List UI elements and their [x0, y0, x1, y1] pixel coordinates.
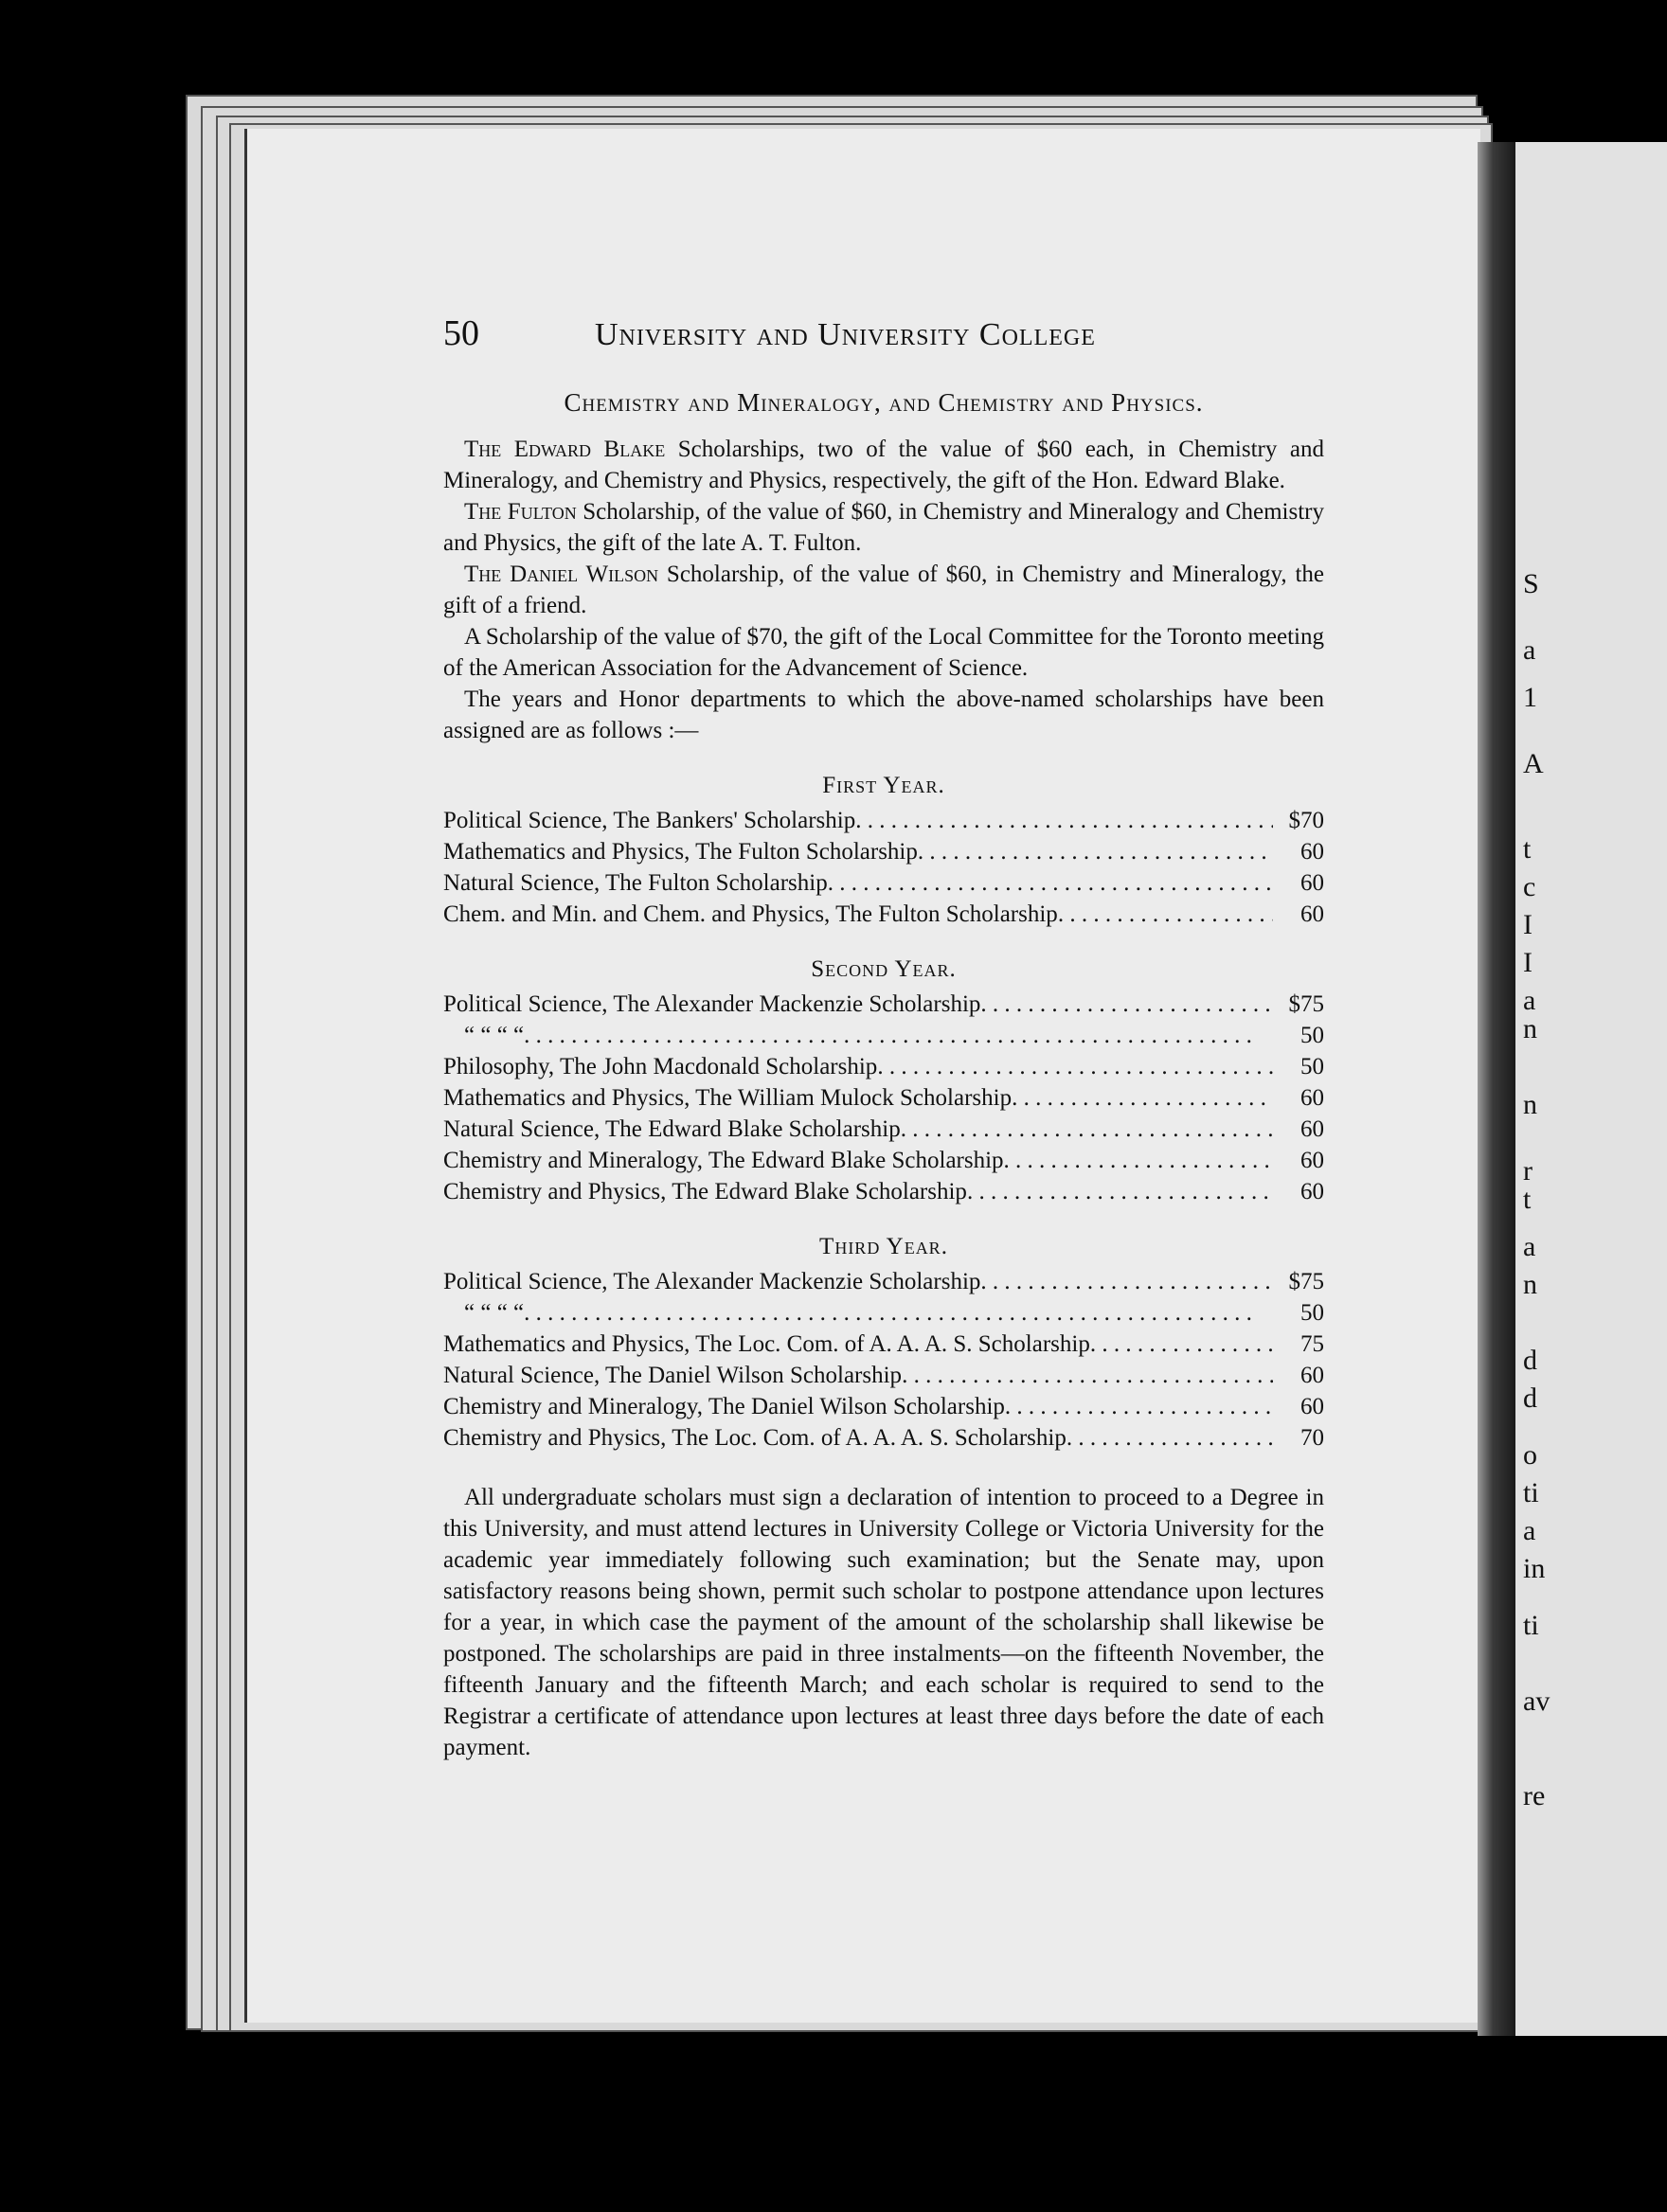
- scholarship-amount: 60: [1300, 1148, 1324, 1173]
- scholarship-row: [443, 1145, 1324, 1176]
- scholarship-amount: 50: [1300, 1054, 1324, 1079]
- scholarship-description: Chemistry and Mineralogy, The Daniel Wilson Scholarship: [443, 1394, 1005, 1419]
- scholarship-description: “ “ “ “: [464, 1300, 525, 1326]
- scholarship-amount: 60: [1300, 1394, 1324, 1419]
- scholarship-row: [443, 1266, 1324, 1297]
- facing-page-letter: r: [1523, 1155, 1533, 1186]
- dot-leader: [1058, 899, 1273, 930]
- dot-leader: [980, 989, 1273, 1020]
- dot-leader: [1067, 1422, 1273, 1454]
- scholarship-description: Chemistry and Physics, The Edward Blake Scholarship: [443, 1179, 967, 1204]
- scholarship-row: [443, 1360, 1324, 1391]
- scholarship-row: [443, 1422, 1324, 1454]
- scholarship-amount: 60: [1300, 1363, 1324, 1388]
- facing-page-letter: a: [1523, 1231, 1536, 1262]
- scholarship-amount: $75: [1288, 991, 1324, 1017]
- facing-page-letter: a: [1523, 634, 1536, 666]
- scholarship-row: [443, 1391, 1324, 1422]
- scholarship-amount: 60: [1300, 1179, 1324, 1204]
- dot-leader: [980, 1266, 1273, 1297]
- paragraph-text: Scholarship, of the value of $60, in Chemistry and Mineralogy and Chemistry and Physics, the gift of the late A. T. Fulton.: [443, 499, 1324, 556]
- dot-leader: [855, 805, 1273, 836]
- scholarship-description: Natural Science, The Edward Blake Scholarship: [443, 1116, 901, 1142]
- scholarship-row: [443, 1020, 1324, 1051]
- facing-page-letter: a: [1523, 985, 1536, 1016]
- facing-page-letter: d: [1523, 1345, 1537, 1376]
- scholarship-row: [443, 1176, 1324, 1207]
- dot-leader: [1005, 1391, 1273, 1422]
- scholarship-description: Mathematics and Physics, The William Mulock Scholarship: [443, 1085, 1013, 1111]
- intro-paragraphs: [443, 434, 1324, 746]
- scholarship-row: [443, 1051, 1324, 1082]
- scholarship-amount: $70: [1288, 808, 1324, 833]
- paragraph-lead: The Edward Blake: [464, 437, 666, 462]
- facing-page-letter: ti: [1523, 1477, 1539, 1508]
- intro-paragraph: [443, 559, 1324, 621]
- scholarship-row: [443, 867, 1324, 899]
- facing-page-letter: t: [1523, 833, 1532, 865]
- facing-page-letter: av: [1523, 1686, 1550, 1717]
- closing-section: [443, 1482, 1324, 1763]
- paragraph-text: Scholarship, of the value of $60, in Chemistry and Mineralogy, the gift of a friend.: [443, 562, 1324, 618]
- paragraph-lead: The Fulton: [464, 499, 577, 525]
- closing-paragraph: All undergraduate scholars must sign a declaration of intention to proceed to a Degree in this University, and must attend lectures in University College or Victoria University for the academic year immediately following such examination; but the Senate may, upon satisfactory reasons being shown, permit such scholar to postpone attendance upon lectures for a year, in which case the payment of the amount of the scholarship shall likewise be postponed. The scholarships are paid in three instalments—on the fifteenth November, the fifteenth January and the fifteenth March; and each scholar is required to send to the Registrar a certificate of attendance upon lectures at least three days before the date of each payment.: [443, 1485, 1324, 1760]
- scholarship-amount: 60: [1300, 1116, 1324, 1142]
- dot-leader: [828, 867, 1273, 899]
- facing-page-letter: n: [1523, 1089, 1537, 1120]
- dot-leader: [902, 1360, 1273, 1391]
- facing-page-letter: I: [1523, 909, 1533, 940]
- facing-page-letter: a: [1523, 1515, 1536, 1546]
- facing-page-fragment: [1515, 142, 1667, 2036]
- scholarship-description: Chem. and Min. and Chem. and Physics, The Fulton Scholarship: [443, 901, 1058, 927]
- facing-page-letter: A: [1523, 748, 1544, 779]
- scholarship-amount: 60: [1300, 839, 1324, 865]
- scholarship-description: Philosophy, The John Macdonald Scholarship: [443, 1054, 878, 1079]
- intro-paragraph: [443, 496, 1324, 559]
- dot-leader: [1090, 1329, 1273, 1360]
- intro-paragraph: [443, 621, 1324, 684]
- scholarship-description: Mathematics and Physics, The Loc. Com. of A. A. A. S. Scholarship: [443, 1331, 1090, 1357]
- scholarship-amount: 60: [1300, 870, 1324, 896]
- dot-leader: [918, 836, 1273, 867]
- dot-leader: [1012, 1082, 1273, 1114]
- dot-leader: [901, 1114, 1273, 1145]
- paragraph-text: A Scholarship of the value of $70, the gift of the Local Committee for the Toronto meeting of the American Association for the Advancement of Science.: [443, 624, 1324, 681]
- page-content: [443, 312, 1324, 1763]
- facing-page-letter: n: [1523, 1013, 1537, 1044]
- intro-paragraph: [443, 434, 1324, 496]
- facing-page-letter: 1: [1523, 682, 1537, 713]
- paragraph-lead: The Daniel Wilson: [464, 562, 659, 587]
- paragraph-text: The years and Honor departments to which the above-named scholarships have been assigned are as follows :—: [443, 687, 1324, 743]
- scholarship-amount: 75: [1300, 1331, 1324, 1357]
- scholarship-description: Political Science, The Alexander Mackenzie Scholarship: [443, 991, 981, 1017]
- year-heading: Second Year.: [811, 956, 957, 982]
- scholarship-row: [443, 989, 1324, 1020]
- scholarship-amount: 50: [1300, 1300, 1324, 1326]
- dot-leader: [1004, 1145, 1273, 1176]
- scholarship-amount: 60: [1300, 901, 1324, 927]
- facing-page-letter: re: [1523, 1780, 1546, 1811]
- dot-leader: [967, 1176, 1273, 1207]
- scholarship-row: [443, 899, 1324, 930]
- scholarship-row: [443, 1082, 1324, 1114]
- running-title: University and University College: [595, 317, 1096, 352]
- scholarship-row: [443, 1329, 1324, 1360]
- dot-leader: [524, 1297, 1273, 1329]
- scholarship-row: [443, 805, 1324, 836]
- scholarship-tables: [443, 767, 1324, 1454]
- facing-page-letter: ti: [1523, 1610, 1539, 1641]
- year-heading: First Year.: [822, 773, 945, 798]
- facing-page-letter: d: [1523, 1382, 1537, 1414]
- scholarship-description: Mathematics and Physics, The Fulton Scholarship: [443, 839, 918, 865]
- scholarship-amount: $75: [1288, 1269, 1324, 1294]
- page-number: 50: [443, 313, 479, 353]
- scholarship-description: Political Science, The Bankers' Scholarship: [443, 808, 856, 833]
- facing-page-letter: c: [1523, 871, 1536, 902]
- paragraph-text: Scholarships, two of the value of $60 each, in Chemistry and Mineralogy, and Chemistry and Physics, respectively, the gift of the Hon. Edward Blake.: [443, 437, 1324, 493]
- facing-page-letter: S: [1523, 568, 1539, 599]
- scholarship-description: “ “ “ “: [464, 1023, 525, 1048]
- dot-leader: [524, 1020, 1273, 1051]
- scholarship-description: Natural Science, The Daniel Wilson Scholarship: [443, 1363, 903, 1388]
- scholarship-description: Chemistry and Physics, The Loc. Com. of A. A. A. S. Scholarship: [443, 1425, 1067, 1451]
- scholarship-row: [443, 836, 1324, 867]
- scholarship-description: Natural Science, The Fulton Scholarship: [443, 870, 828, 896]
- scholarship-description: Chemistry and Mineralogy, The Edward Blake Scholarship: [443, 1148, 1004, 1173]
- intro-paragraph: [443, 684, 1324, 746]
- running-head: [443, 312, 1324, 379]
- scholarship-amount: 70: [1300, 1425, 1324, 1451]
- section-heading: Chemistry and Mineralogy, and Chemistry and Physics.: [564, 388, 1204, 417]
- scholarship-amount: 50: [1300, 1023, 1324, 1048]
- facing-page-letter: n: [1523, 1269, 1537, 1300]
- facing-page-letter: t: [1523, 1184, 1532, 1215]
- scholarship-row: [443, 1297, 1324, 1329]
- facing-page-letter: in: [1523, 1553, 1546, 1584]
- scholarship-row: [443, 1114, 1324, 1145]
- scholarship-amount: 60: [1300, 1085, 1324, 1111]
- facing-page-letter: I: [1523, 947, 1533, 978]
- facing-page-letter: o: [1523, 1439, 1537, 1471]
- dot-leader: [877, 1051, 1273, 1082]
- year-heading: Third Year.: [819, 1234, 948, 1259]
- scholarship-description: Political Science, The Alexander Mackenzie Scholarship: [443, 1269, 981, 1294]
- book-gutter: [1478, 142, 1515, 2036]
